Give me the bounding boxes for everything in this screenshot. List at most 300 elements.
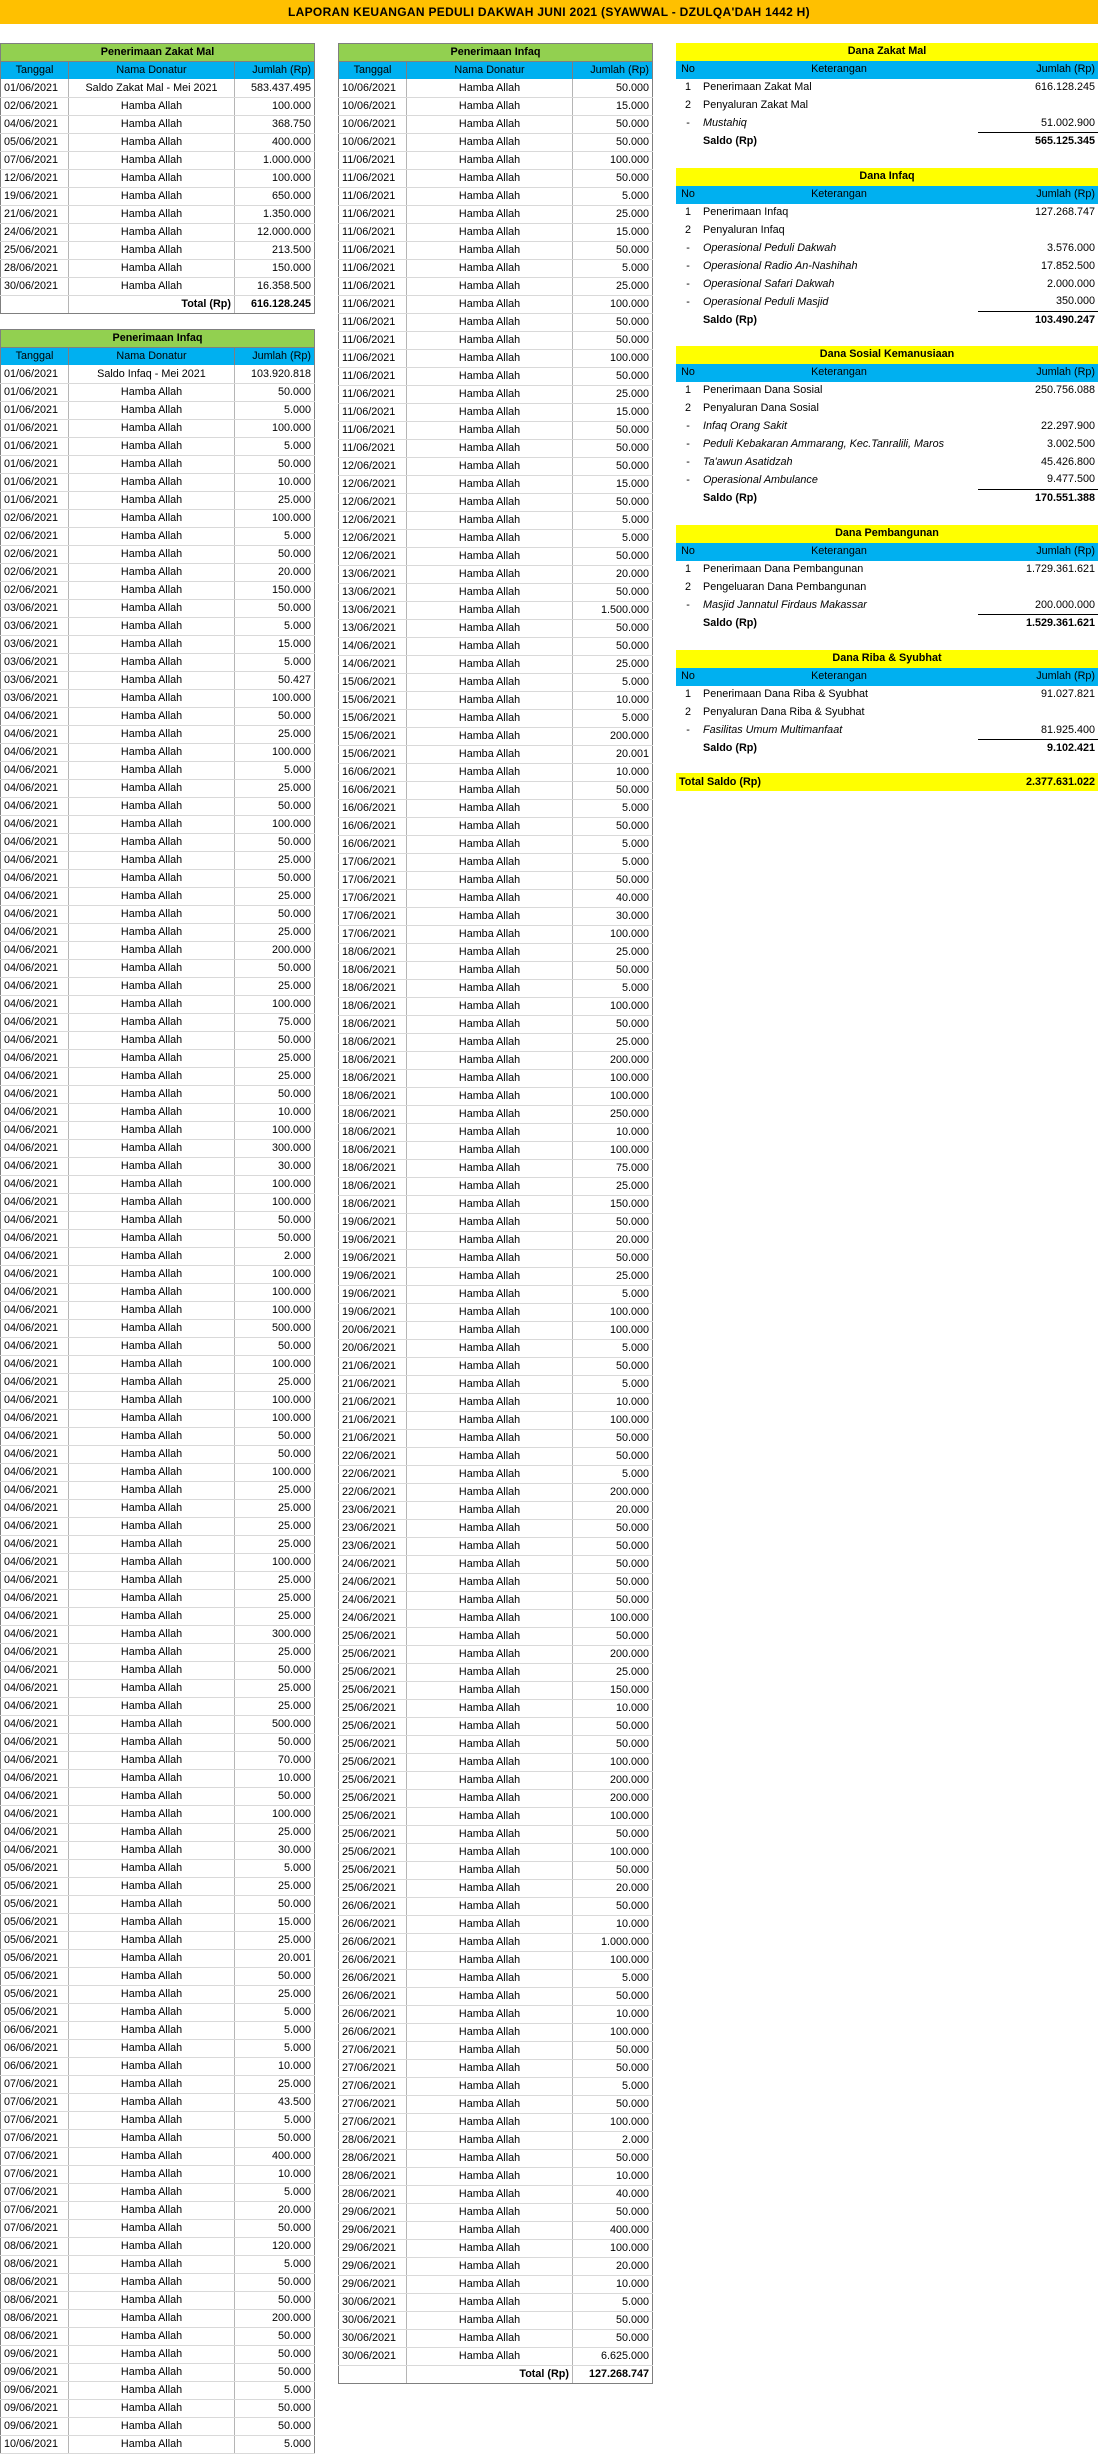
cell-donor: Hamba Allah (407, 1285, 573, 1303)
cell-date: 28/06/2021 (339, 2131, 407, 2149)
table-row (339, 385, 653, 403)
summary-saldo-row (676, 739, 1098, 757)
cell-donor: Hamba Allah (407, 1987, 573, 2005)
cell-date: 02/06/2021 (1, 581, 69, 599)
cell-amount: 50.000 (573, 367, 653, 385)
cell-donor: Hamba Allah (407, 2203, 573, 2221)
cell-date: 11/06/2021 (339, 403, 407, 421)
cell-date: 04/06/2021 (1, 1499, 69, 1517)
cell-amount: 100.000 (235, 1805, 315, 1823)
cell-donor: Hamba Allah (407, 2275, 573, 2293)
cell-amount: 15.000 (573, 475, 653, 493)
cell-amount: 10.000 (573, 1393, 653, 1411)
cell-donor: Hamba Allah (407, 2059, 573, 2077)
cell-donor: Hamba Allah (407, 1753, 573, 1771)
table-row (1, 205, 315, 223)
cell-amount: 75.000 (573, 1159, 653, 1177)
cell-donor: Hamba Allah (407, 1447, 573, 1465)
table-row (339, 2203, 653, 2221)
cell-date: 02/06/2021 (1, 545, 69, 563)
cell-donor: Hamba Allah (407, 1429, 573, 1447)
cell-date: 16/06/2021 (339, 835, 407, 853)
item-amount: 3.576.000 (1046, 242, 1096, 254)
cell-donor: Hamba Allah (69, 241, 235, 259)
cell-date: 26/06/2021 (339, 1897, 407, 1915)
cell-donor: Hamba Allah (69, 1445, 235, 1463)
cell-date: 16/06/2021 (339, 763, 407, 781)
table-row (339, 277, 653, 295)
cell-amount: 50.000 (573, 1717, 653, 1735)
cell-amount: 20.000 (573, 1501, 653, 1519)
item-amount: 51.002.900 (1040, 116, 1095, 129)
cell-donor: Hamba Allah (407, 133, 573, 151)
cell-amount: 50.000 (573, 817, 653, 835)
cell-date: 25/06/2021 (1, 241, 69, 259)
cell-donor: Hamba Allah (69, 1319, 235, 1337)
cell-amount: 10.000 (573, 2275, 653, 2293)
cell-amount: 100.000 (573, 1753, 653, 1771)
cell-donor: Hamba Allah (69, 473, 235, 491)
item-keterangan: Ta'awun Asatidzah (703, 455, 793, 468)
cell-date: 03/06/2021 (1, 617, 69, 635)
cell-donor: Hamba Allah (407, 2077, 573, 2095)
infaq-receipts-table-1 (0, 329, 315, 2454)
cell-date: 22/06/2021 (339, 1465, 407, 1483)
cell-date: 17/06/2021 (339, 853, 407, 871)
table-row (1, 959, 315, 977)
cell-amount: 5.000 (573, 187, 653, 205)
cell-amount: 100.000 (235, 169, 315, 187)
cell-donor: Hamba Allah (407, 1051, 573, 1069)
cell-amount: 500.000 (235, 1715, 315, 1733)
cell-donor: Hamba Allah (69, 779, 235, 797)
cell-date: 05/06/2021 (1, 1967, 69, 1985)
item-no: - (686, 295, 690, 308)
cell-donor: Hamba Allah (407, 475, 573, 493)
cell-donor: Hamba Allah (407, 709, 573, 727)
cell-amount: 100.000 (235, 815, 315, 833)
cell-amount: 2.000 (573, 2131, 653, 2149)
cell-date: 29/06/2021 (339, 2257, 407, 2275)
cell-date: 04/06/2021 (1, 1463, 69, 1481)
cell-donor: Hamba Allah (407, 1663, 573, 1681)
cell-amount: 50.000 (235, 1337, 315, 1355)
cell-donor: Hamba Allah (407, 1213, 573, 1231)
cell-date: 07/06/2021 (1, 2075, 69, 2093)
item-amount: 2.000.000 (1046, 277, 1096, 290)
table-row (1, 1247, 315, 1265)
header-amount: Jumlah (Rp) (235, 348, 315, 366)
cell-amount: 150.000 (235, 581, 315, 599)
cell-amount: 50.000 (573, 619, 653, 637)
summary-item (676, 418, 1098, 436)
cell-donor: Hamba Allah (69, 563, 235, 581)
cell-date: 12/06/2021 (339, 457, 407, 475)
cell-donor: Hamba Allah (407, 1897, 573, 1915)
cell-donor: Hamba Allah (69, 277, 235, 295)
cell-donor: Hamba Allah (407, 1501, 573, 1519)
cell-date: 18/06/2021 (339, 1069, 407, 1087)
table-row (1, 527, 315, 545)
cell-amount: 50.000 (573, 1825, 653, 1843)
cell-amount: 12.000.000 (235, 223, 315, 241)
table-row (1, 2093, 315, 2111)
cell-date: 11/06/2021 (339, 241, 407, 259)
cell-donor: Saldo Zakat Mal - Mei 2021 (69, 79, 235, 97)
cell-amount: 5.000 (235, 2435, 315, 2453)
cell-date: 04/06/2021 (1, 905, 69, 923)
table-row (1, 1337, 315, 1355)
cell-amount: 50.000 (235, 1967, 315, 1985)
cell-amount: 50.000 (235, 1733, 315, 1751)
cell-donor: Hamba Allah (407, 1627, 573, 1645)
cell-date: 05/06/2021 (1, 1895, 69, 1913)
item-no: - (686, 117, 690, 129)
table-row (339, 799, 653, 817)
cell-amount: 25.000 (235, 491, 315, 509)
table-row (339, 889, 653, 907)
cell-date: 24/06/2021 (339, 1609, 407, 1627)
header-amount: Jumlah (Rp) (235, 62, 315, 80)
table-row (339, 979, 653, 997)
cell-amount: 5.000 (573, 529, 653, 547)
header-name: Nama Donatur (407, 62, 573, 80)
cell-date: 04/06/2021 (1, 977, 69, 995)
table-row (1, 545, 315, 563)
table-row (339, 2185, 653, 2203)
cell-date: 25/06/2021 (339, 1681, 407, 1699)
header-date: Tanggal (1, 62, 69, 80)
cell-donor: Hamba Allah (69, 527, 235, 545)
cell-donor: Hamba Allah (407, 1573, 573, 1591)
cell-amount: 5.000 (573, 2293, 653, 2311)
cell-donor: Hamba Allah (69, 2345, 235, 2363)
cell-date: 19/06/2021 (339, 1285, 407, 1303)
cell-donor: Hamba Allah (407, 1123, 573, 1141)
table-row (1, 2363, 315, 2381)
cell-donor: Hamba Allah (69, 2309, 235, 2327)
cell-donor: Hamba Allah (407, 889, 573, 907)
cell-donor: Hamba Allah (407, 1303, 573, 1321)
grand-total-value: 2.377.631.022 (1025, 776, 1095, 788)
cell-date: 11/06/2021 (339, 439, 407, 457)
cell-donor: Hamba Allah (407, 727, 573, 745)
cell-date: 25/06/2021 (339, 1789, 407, 1807)
table-row (1, 2435, 315, 2453)
table-row (339, 2275, 653, 2293)
cell-amount: 50.000 (573, 2149, 653, 2167)
cell-date: 04/06/2021 (1, 1355, 69, 1373)
table-title-row (1, 44, 315, 62)
cell-date: 24/06/2021 (339, 1573, 407, 1591)
header-keterangan: Keterangan (700, 543, 978, 561)
table-row (339, 601, 653, 619)
cell-donor: Hamba Allah (407, 2257, 573, 2275)
cell-donor: Hamba Allah (69, 2417, 235, 2435)
table-row (339, 493, 653, 511)
item-keterangan: Penerimaan Dana Sosial (703, 384, 823, 397)
cell-date: 18/06/2021 (339, 1141, 407, 1159)
item-keterangan: Fasilitas Umum Multimanfaat (703, 724, 843, 736)
cell-date: 04/06/2021 (1, 115, 69, 133)
table-row (339, 997, 653, 1015)
cell-date: 04/06/2021 (1, 761, 69, 779)
cell-donor: Hamba Allah (69, 833, 235, 851)
item-keterangan: Peduli Kebakaran Ammarang, Kec.Tanralili, Maros (703, 437, 945, 450)
cell-donor: Hamba Allah (69, 1283, 235, 1301)
cell-date: 04/06/2021 (1, 1229, 69, 1247)
table-row (339, 187, 653, 205)
cell-donor: Hamba Allah (407, 1321, 573, 1339)
cell-donor: Hamba Allah (69, 869, 235, 887)
cell-amount: 500.000 (235, 1319, 315, 1337)
table-row (339, 817, 653, 835)
table-row (339, 1753, 653, 1771)
table-row (339, 1717, 653, 1735)
cell-date: 04/06/2021 (1, 1085, 69, 1103)
cell-date: 28/06/2021 (339, 2149, 407, 2167)
summary-item (676, 704, 1098, 722)
table-row (339, 169, 653, 187)
cell-amount: 100.000 (235, 1391, 315, 1409)
cell-amount: 100.000 (573, 1609, 653, 1627)
cell-amount: 20.000 (573, 565, 653, 583)
header-date: Tanggal (339, 62, 407, 80)
item-amount: 17.852.500 (1040, 259, 1096, 272)
cell-amount: 200.000 (573, 1789, 653, 1807)
table-row (1, 1193, 315, 1211)
cell-date: 09/06/2021 (1, 2345, 69, 2363)
cell-amount: 103.920.818 (235, 365, 315, 383)
cell-amount: 100.000 (573, 1303, 653, 1321)
cell-donor: Hamba Allah (69, 2273, 235, 2291)
cell-amount: 50.000 (573, 2095, 653, 2113)
cell-date: 04/06/2021 (1, 1067, 69, 1085)
cell-donor: Hamba Allah (69, 1607, 235, 1625)
cell-date: 04/06/2021 (1, 1589, 69, 1607)
cell-donor: Hamba Allah (69, 1661, 235, 1679)
table-row (1, 1121, 315, 1139)
header-no: No (676, 543, 700, 561)
table-row (339, 1951, 653, 1969)
cell-donor: Hamba Allah (407, 1465, 573, 1483)
cell-amount: 5.000 (573, 709, 653, 727)
cell-amount: 25.000 (235, 1571, 315, 1589)
cell-amount: 50.000 (235, 2327, 315, 2345)
cell-donor: Hamba Allah (407, 853, 573, 871)
table-row (1, 563, 315, 581)
cell-date: 10/06/2021 (339, 115, 407, 133)
cell-amount: 20.001 (573, 745, 653, 763)
cell-donor: Hamba Allah (407, 1933, 573, 1951)
table-row (1, 725, 315, 743)
cell-amount: 5.000 (573, 1339, 653, 1357)
table-row (339, 1807, 653, 1825)
table-row (339, 1483, 653, 1501)
cell-amount: 10.000 (573, 763, 653, 781)
cell-amount: 100.000 (573, 295, 653, 313)
cell-date: 25/06/2021 (339, 1645, 407, 1663)
cell-date: 03/06/2021 (1, 599, 69, 617)
cell-date: 26/06/2021 (339, 1969, 407, 1987)
cell-donor: Hamba Allah (407, 1195, 573, 1213)
cell-donor: Hamba Allah (407, 1771, 573, 1789)
cell-donor: Hamba Allah (69, 1679, 235, 1697)
cell-amount: 5.000 (573, 853, 653, 871)
cell-amount: 150.000 (235, 259, 315, 277)
summary-item (676, 79, 1098, 97)
cell-donor: Hamba Allah (69, 383, 235, 401)
cell-amount: 50.000 (235, 1895, 315, 1913)
table-row (339, 1051, 653, 1069)
cell-date: 25/06/2021 (339, 1771, 407, 1789)
table-row (1, 2381, 315, 2399)
summary-saldo-row (676, 132, 1098, 150)
cell-amount: 40.000 (573, 889, 653, 907)
cell-donor: Hamba Allah (69, 1067, 235, 1085)
cell-amount: 50.000 (573, 2203, 653, 2221)
table-row (339, 313, 653, 331)
cell-date: 16/06/2021 (339, 817, 407, 835)
item-no: - (686, 242, 690, 254)
cell-amount: 5.000 (573, 1465, 653, 1483)
summary-title-row (676, 346, 1098, 364)
cell-date: 02/06/2021 (1, 563, 69, 581)
summary-header-row (676, 543, 1098, 561)
cell-donor: Hamba Allah (407, 1357, 573, 1375)
table-row (1, 1895, 315, 1913)
cell-amount: 25.000 (235, 725, 315, 743)
cell-date: 05/06/2021 (1, 1877, 69, 1895)
cell-donor: Hamba Allah (69, 1499, 235, 1517)
cell-date: 04/06/2021 (1, 1193, 69, 1211)
cell-amount: 50.000 (573, 1537, 653, 1555)
cell-date: 12/06/2021 (339, 529, 407, 547)
table-row (339, 1375, 653, 1393)
item-keterangan: Penyaluran Infaq (703, 224, 785, 237)
table-row (1, 1931, 315, 1949)
cell-date: 06/06/2021 (1, 2021, 69, 2039)
saldo-spacer (676, 311, 700, 329)
cell-donor: Hamba Allah (69, 1517, 235, 1535)
cell-donor: Hamba Allah (407, 169, 573, 187)
cell-amount: 25.000 (573, 943, 653, 961)
cell-amount: 50.000 (573, 1555, 653, 1573)
summary-item (676, 293, 1098, 311)
table-row (339, 1573, 653, 1591)
item-keterangan: Penyaluran Dana Sosial (703, 402, 819, 415)
cell-donor: Hamba Allah (407, 637, 573, 655)
cell-date: 04/06/2021 (1, 1643, 69, 1661)
table-row (1, 2021, 315, 2039)
cell-date: 26/06/2021 (339, 1987, 407, 2005)
item-amount: 250.756.088 (1034, 384, 1096, 397)
cell-date: 04/06/2021 (1, 869, 69, 887)
table-row (339, 727, 653, 745)
table-row (339, 925, 653, 943)
item-no: 1 (684, 206, 691, 219)
table-row (339, 2059, 653, 2077)
cell-donor: Hamba Allah (69, 1211, 235, 1229)
cell-date: 07/06/2021 (1, 151, 69, 169)
cell-amount: 5.000 (235, 653, 315, 671)
cell-donor: Hamba Allah (407, 1267, 573, 1285)
cell-amount: 16.358.500 (235, 277, 315, 295)
cell-date: 18/06/2021 (339, 943, 407, 961)
cell-date: 04/06/2021 (1, 1841, 69, 1859)
cell-amount: 50.000 (235, 2363, 315, 2381)
table-row (339, 1933, 653, 1951)
cell-date: 08/06/2021 (1, 2273, 69, 2291)
cell-amount: 650.000 (235, 187, 315, 205)
table-row (339, 709, 653, 727)
cell-amount: 100.000 (573, 2113, 653, 2131)
table-row (1, 671, 315, 689)
cell-date: 08/06/2021 (1, 2309, 69, 2327)
table-row (339, 2293, 653, 2311)
summary-saldo-row (676, 614, 1098, 632)
item-no: 1 (684, 688, 691, 701)
table-row (339, 2131, 653, 2149)
cell-amount: 1.000.000 (235, 151, 315, 169)
summary-table (676, 650, 1098, 757)
table-row (339, 529, 653, 547)
header-no: No (676, 668, 700, 686)
cell-date: 09/06/2021 (1, 2363, 69, 2381)
cell-donor: Hamba Allah (69, 887, 235, 905)
table-row (1, 2327, 315, 2345)
cell-amount: 5.000 (573, 1285, 653, 1303)
cell-amount: 50.000 (573, 1519, 653, 1537)
cell-amount: 5.000 (235, 2021, 315, 2039)
cell-donor: Hamba Allah (69, 1139, 235, 1157)
cell-amount: 200.000 (235, 2309, 315, 2327)
summary-item (676, 597, 1098, 615)
cell-donor: Hamba Allah (407, 2239, 573, 2257)
summary-item (676, 686, 1098, 704)
cell-amount: 50.000 (573, 1573, 653, 1591)
table-row (339, 1987, 653, 2005)
cell-amount: 50.000 (573, 331, 653, 349)
cell-amount: 25.000 (573, 277, 653, 295)
cell-donor: Hamba Allah (69, 2399, 235, 2417)
cell-donor: Hamba Allah (69, 959, 235, 977)
item-no: 1 (684, 384, 691, 397)
cell-amount: 50.000 (235, 2417, 315, 2435)
table-row (1, 1841, 315, 1859)
cell-amount: 100.000 (573, 1069, 653, 1087)
summary-item (676, 561, 1098, 579)
header-date: Tanggal (1, 348, 69, 366)
table-row (339, 565, 653, 583)
table-row (339, 835, 653, 853)
cell-donor: Saldo Infaq - Mei 2021 (69, 365, 235, 383)
summary-header-row (676, 61, 1098, 79)
cell-date: 07/06/2021 (1, 2219, 69, 2237)
table-row (1, 977, 315, 995)
table-row (1, 2039, 315, 2057)
cell-donor: Hamba Allah (407, 511, 573, 529)
cell-date: 12/06/2021 (339, 493, 407, 511)
cell-donor: Hamba Allah (69, 437, 235, 455)
table-row (1, 1571, 315, 1589)
table-total-row (339, 2365, 653, 2383)
item-amount: 3.002.500 (1046, 437, 1096, 450)
table-row (339, 1789, 653, 1807)
table-row (339, 457, 653, 475)
cell-amount: 25.000 (573, 1267, 653, 1285)
table-row (339, 583, 653, 601)
